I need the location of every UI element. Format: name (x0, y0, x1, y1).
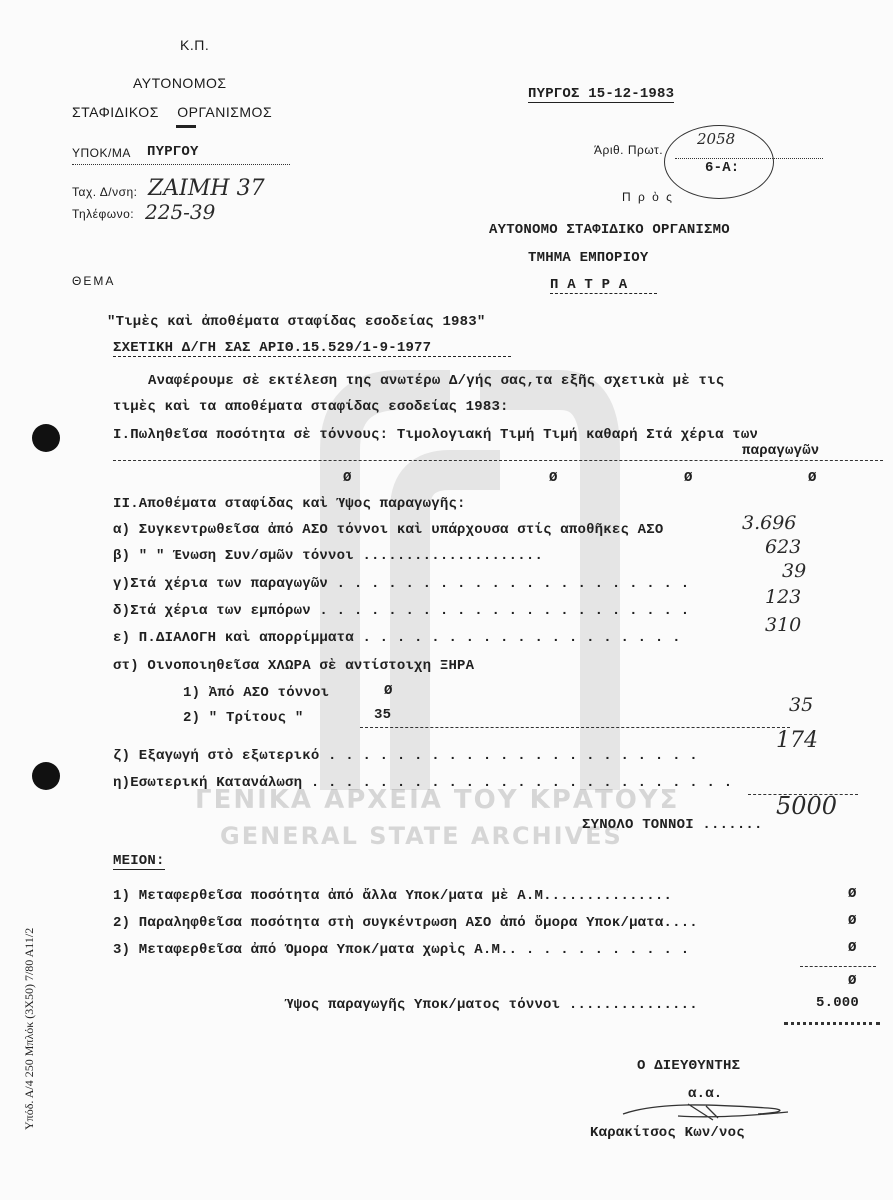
total-value: 5000 (776, 792, 838, 820)
section1-zero-2: Ø (549, 470, 558, 486)
protocol-label: Άριθ. Πρωτ. (594, 143, 664, 157)
item-b: β) " " Ένωση Συν/σμῶν τόννοι ..................... (113, 548, 544, 564)
intro-line2: τιμὲς καὶ τα αποθέματα σταφίδας εσοδείας 1983: (113, 399, 509, 415)
item-e: ε) Π.ΔΙΑΛΟΓΗ καὶ απορρίμματα . . . . . . . . . . . . . . . . . . . (113, 630, 681, 646)
recipient-line2: ΤΜΗΜΑ ΕΜΠΟΡΙΟΥ (528, 250, 649, 266)
phone-value: 225-39 (145, 200, 216, 224)
item-d-value: 123 (765, 586, 802, 608)
recipient-line3: Π Α Τ Ρ Α (550, 277, 657, 294)
production-underline (784, 1022, 880, 1025)
section2-heading: ΙΙ.Αποθέματα σταφίδας καὶ Ύψος παραγωγῆς: (113, 496, 466, 512)
item-e-value: 310 (765, 614, 802, 636)
subject-title: "Τιμὲς καὶ ἀποθέματα σταφίδας εσοδείας 1983" (107, 314, 486, 330)
protocol-code: 6-Α: (705, 160, 740, 176)
signatory-name: Καρακίτσος Κων/νος (590, 1125, 745, 1141)
section1-heading: Ι.Πωληθεῖσα ποσότητα σὲ τόννους: Τιμολογιακή Τιμή Τιμή καθαρή Στά χέρια των (113, 427, 759, 443)
minus-row-1: 1) Μεταφερθεῖσα ποσότητα ἀπό ἄλλα Υποκ/ματα μὲ Α.Μ............... (113, 888, 673, 904)
item-g: γ)Στά χέρια των παραγωγῶν . . . . . . . . . . . . . . . . . . . . . (113, 576, 690, 592)
kp-mark: Κ.Π. (180, 37, 210, 53)
org-divider (176, 125, 196, 128)
item-z: ζ) Εξαγωγή στὸ εξωτερικό . . . . . . . . . . . . . . . . . . . . . . (113, 748, 698, 764)
item-st2-label: 2) " Τρίτους " (183, 710, 304, 726)
org-line1: ΑΥΤΟΝΟΜΟΣ (133, 75, 227, 91)
signature-title: Ο ΔΙΕΥΘΥΝΤΗΣ (637, 1058, 741, 1074)
item-g-value: 39 (782, 560, 807, 582)
section1-zero-4: Ø (808, 470, 817, 486)
minus-row-1-value: Ø (848, 886, 857, 902)
item-st2-value: 35 (374, 707, 392, 723)
subject-reference: ΣΧΕΤΙΚΗ Δ/ΓΗ ΣΑΣ ΑΡΙΘ.15.529/1-9-1977 (113, 340, 511, 357)
subject-label: ΘΕΜΑ (72, 274, 116, 288)
item-st-line (360, 727, 790, 728)
address-value: ΖΑΙΜΗ 37 (148, 176, 265, 201)
item-b-value: 623 (765, 536, 802, 558)
signature-aa: α.α. (688, 1086, 723, 1102)
section1-dash-line (113, 460, 883, 461)
place-date: ΠΥΡΓΟΣ 15-12-1983 (528, 86, 675, 102)
watermark-greek: ΓΕΝΙΚΑ ΑΡΧΕΙΑ ΤΟΥ ΚΡΑΤΟΥΣ (195, 785, 680, 815)
minus-sum-value: Ø (848, 973, 857, 989)
item-st: στ) Οινοποιηθεῖσα ΧΛΩΡΑ σὲ αντίστοιχη ΞΗΡΑ (113, 658, 475, 674)
item-h: η)Εσωτερική Κατανάλωση . . . . . . . . . . . . . . . . . . . . . . . . . (113, 775, 733, 791)
branch-value: ΠΥΡΓΟΥ (147, 144, 199, 160)
punch-hole-bottom (32, 762, 60, 790)
item-d: δ)Στά χέρια των εμπόρων . . . . . . . . . . . . . . . . . . . . . . (113, 603, 690, 619)
phone-label: Τηλέφωνο: (72, 207, 135, 221)
address-label: Ταχ. Δ/νση: (72, 185, 138, 199)
form-code-note: Υπόδ. Α/4 250 Μπλόκ (3Χ50) 7/80 Α11/2 (22, 927, 36, 1130)
item-st1-value: Ø (384, 683, 393, 699)
recipient-line1: ΑΥΤΟΝΟΜΟ ΣΤΑΦΙΔΙΚΟ ΟΡΓΑΝΙΣΜΟ (489, 222, 730, 238)
to-label: Π ρ ὸ ς (622, 190, 674, 204)
handwritten-signature (618, 1096, 793, 1126)
org-line2: ΣΤΑΦΙΔΙΚΟΣ ΟΡΓΑΝΙΣΜΟΣ (72, 104, 273, 120)
item-a-value: 3.696 (742, 512, 797, 534)
minus-row-2-value: Ø (848, 913, 857, 929)
section1-zero-1: Ø (343, 470, 352, 486)
item-st1-label: 1) Ἀπό ΑΣΟ τόννοι (183, 685, 330, 701)
watermark-english: GENERAL STATE ARCHIVES (220, 822, 623, 850)
production-value: 5.000 (816, 995, 860, 1011)
item-a: α) Συγκεντρωθεῖσα ἀπό ΑΣΟ τόννοι καὶ υπάρχουσα στίς αποθῆκες ΑΣΟ (113, 522, 664, 538)
total-label: ΣΥΝΟΛΟ ΤΟΝΝΟΙ ....... (582, 817, 763, 833)
branch-line (72, 164, 290, 165)
minus-row-2: 2) Παραληφθεῖσα ποσότητα στὴ συγκέντρωση ΑΣΟ ἀπό ὅμορα Υποκ/ματα.... (113, 915, 698, 931)
production-label: Ύψος παραγωγῆς Υποκ/ματος τόννοι ............... (285, 997, 698, 1013)
punch-hole-top (32, 424, 60, 452)
minus-row-3-value: Ø (848, 940, 857, 956)
minus-sum-line (800, 966, 876, 967)
section1-heading-tail: παραγωγῶν (742, 443, 820, 459)
section1-zero-3: Ø (684, 470, 693, 486)
protocol-number: 2058 (697, 130, 736, 148)
minus-row-3: 3) Μεταφερθεῖσα ἀπό Όμορα Υποκ/ματα χωρὶς Α.Μ.. . . . . . . . . . . (113, 942, 690, 958)
minus-label: ΜΕΙΟΝ: (113, 853, 165, 869)
item-z-value: 174 (776, 728, 818, 753)
item-st-total: 35 (789, 694, 814, 716)
branch-label: ΥΠΟΚ/ΜΑ (72, 146, 131, 160)
intro-line1: Αναφέρουμε σὲ εκτέλεση της ανωτέρω Δ/γής σας,τα εξῆς σχετικὰ μὲ τις (148, 373, 725, 389)
